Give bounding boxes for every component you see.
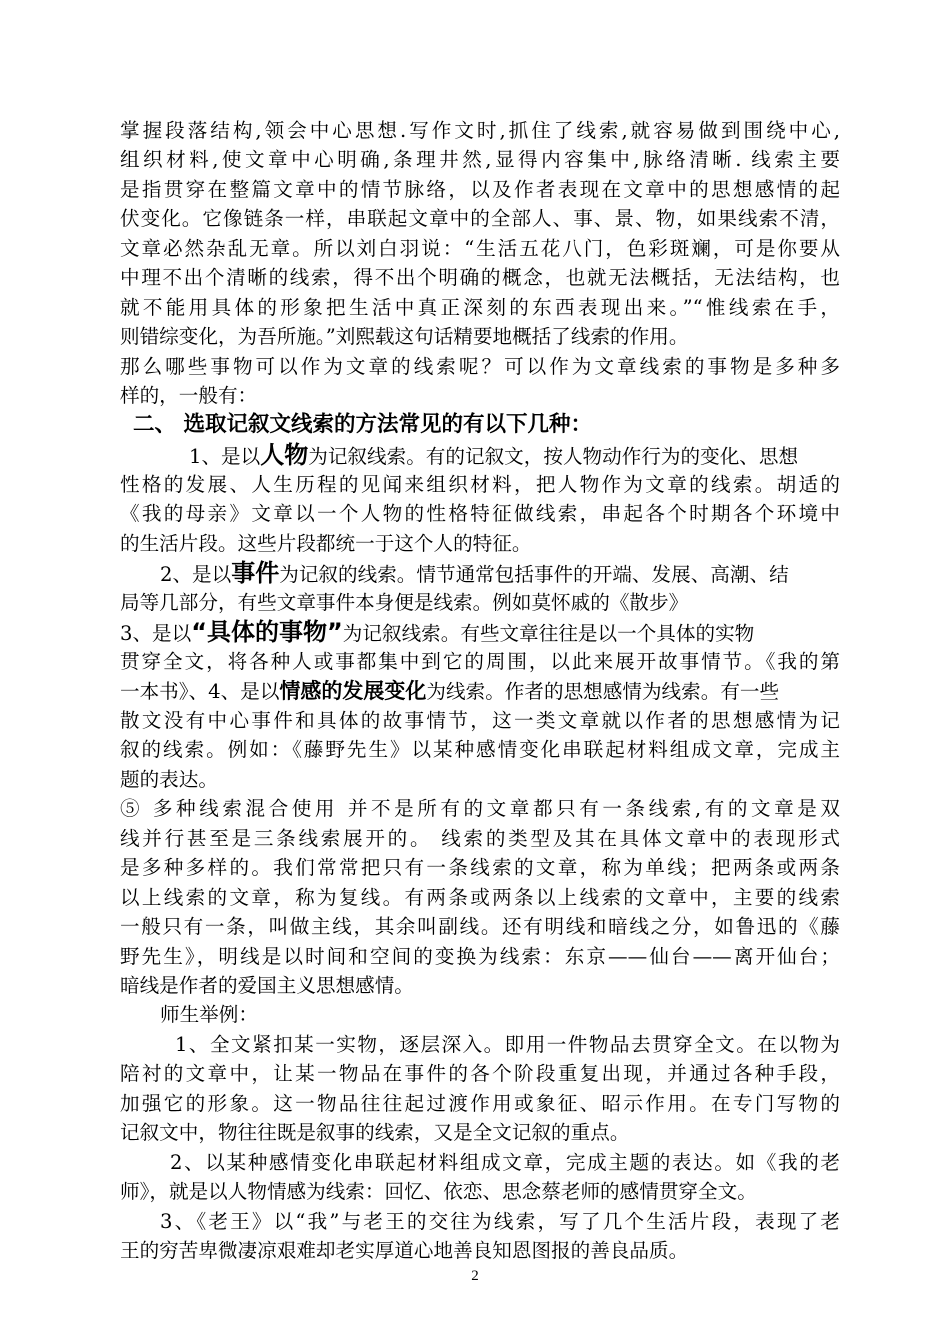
text-line: 师》，就是以人物情感为线索：回忆、依恋、思念蔡老师的感情贯穿全文。 bbox=[120, 1180, 757, 1203]
paragraph-person-line bbox=[189, 440, 840, 470]
text-line: 线并行甚至是三条线索展开的。 线索的类型及其在具体文章中的表现形式 bbox=[120, 827, 840, 850]
examples-label: 师生举例： bbox=[160, 1003, 258, 1026]
text-line: 伏变化。它像链条一样，串联起文章中的全部人、事、景、物，如果线索不清， bbox=[120, 207, 840, 230]
text-span: 为线索。作者的思想感情为线索。有一些 bbox=[426, 680, 780, 703]
text-line: 就不能用具体的形象把生活中真正深刻的东西表现出来。”“惟线索在手， bbox=[120, 296, 840, 319]
text-line: ⑤ 多种线索混合使用 并不是所有的文章都只有一条线索,有的文章是双 bbox=[120, 797, 840, 820]
text-line: 一般只有一条，叫做主线，其余叫副线。还有明线和暗线之分，如鲁迅的《藤 bbox=[120, 915, 840, 938]
text-line: 局等几部分，有些文章事件本身便是线索。例如莫怀戚的《散步》 bbox=[120, 591, 689, 614]
keyword-person: 人物 bbox=[260, 441, 309, 469]
text-line: 野先生》，明线是以时间和空间的变换为线索：东京——仙台——离开仙台； bbox=[120, 945, 840, 968]
text-line: 的生活片段。这些片段都统一于这个人的特征。 bbox=[120, 532, 532, 555]
paragraph-emotion-line bbox=[120, 676, 840, 706]
text-line: 散文没有中心事件和具体的故事情节，这一类文章就以作者的思想感情为记 bbox=[120, 709, 840, 732]
keyword-emotion: 情感的发展变化 bbox=[279, 679, 427, 703]
text-line: 陪衬的文章中，让某一物品在事件的各个阶段重复出现，并通过各种手段， bbox=[120, 1062, 840, 1085]
text-line: 叙的线索。例如：《藤野先生》以某种感情变化串联起材料组成文章，完成主 bbox=[120, 738, 840, 761]
text-line: 则错综变化，为吾所施。”刘熙载这句话精要地概括了线索的作用。 bbox=[120, 325, 689, 348]
page-number: 2 bbox=[471, 1268, 479, 1284]
text-span: 为记叙线索。有些文章往往是以一个具体的实物 bbox=[342, 622, 755, 645]
text-line: 是指贯穿在整篇文章中的情节脉络，以及作者表现在文章中的思想感情的起 bbox=[120, 178, 840, 201]
text-line: 2、以某种感情变化串联起材料组成文章，完成主题的表达。如《我的老 bbox=[170, 1151, 840, 1174]
keyword-event: 事件 bbox=[231, 559, 280, 587]
text-line: 那么哪些事物可以作为文章的线索呢？可以作为文章线索的事物是多种多 bbox=[120, 355, 840, 378]
text-line: 3、《老王》以“我”与老王的交往为线索，写了几个生活片段，表现了老 bbox=[160, 1210, 840, 1233]
text-line: 加强它的形象。这一物品往往起过渡作用或象征、昭示作用。在专门写物的 bbox=[120, 1092, 840, 1115]
text-line: 暗线是作者的爱国主义思想感情。 bbox=[120, 974, 414, 997]
text-line: 是多种多样的。我们常常把只有一条线索的文章，称为单线；把两条或两条 bbox=[120, 856, 840, 879]
paragraph-object-line bbox=[120, 617, 840, 647]
text-span: 2、是以 bbox=[160, 563, 232, 586]
text-line: 掌握段落结构,领会中心思想.写作文时,抓住了线索,就容易做到围绕中心, bbox=[120, 119, 840, 142]
text-line: 以上线索的文章，称为复线。有两条或两条以上线索的文章中，主要的线索 bbox=[120, 886, 840, 909]
text-line: 性格的发展、人生历程的见闻来组织材料，把人物作为文章的线索。胡适的 bbox=[120, 473, 840, 496]
text-line: 记叙文中，物往往既是叙事的线索，又是全文记叙的重点。 bbox=[120, 1121, 630, 1144]
text-line: 《我的母亲》文章以一个人物的性格特征做线索，串起各个时期各个环境中 bbox=[120, 502, 840, 525]
text-span: 为记叙线索。有的记叙文，按人物动作行为的变化、思想 bbox=[308, 445, 799, 468]
text-line: 王的穷苦卑微凄凉艰难却老实厚道心地善良知恩图报的善良品质。 bbox=[120, 1239, 689, 1262]
text-span: 1、是以 bbox=[189, 445, 261, 468]
text-line: 组织材料,使文章中心明确,条理井然,显得内容集中,脉络清晰. 线索主要 bbox=[120, 148, 840, 171]
text-line: 中理不出个清晰的线索，得不出个明确的概念，也就无法概括，无法结构，也 bbox=[120, 266, 840, 289]
text-line: 题的表达。 bbox=[120, 768, 218, 791]
text-line: 样的，一般有： bbox=[120, 384, 258, 407]
text-line: 文章必然杂乱无章。所以刘白羽说：“生活五花八门，色彩斑斓，可是你要从 bbox=[120, 237, 840, 260]
text-span: 3、是以 bbox=[120, 622, 192, 645]
text-line: 贯穿全文，将各种人或事都集中到它的周围，以此来展开故事情节。《我的第 bbox=[120, 650, 840, 673]
text-span: 为记叙的线索。情节通常包括事件的开端、发展、高潮、结 bbox=[279, 563, 789, 586]
text-span: 一本书》、4、是以 bbox=[120, 680, 280, 703]
section-heading: 二、 选取记叙文线索的方法常见的有以下几种： bbox=[133, 412, 592, 437]
text-line: 1、全文紧扣某一实物，逐层深入。即用一件物品去贯穿全文。在以物为 bbox=[175, 1033, 840, 1056]
paragraph-event-line bbox=[160, 558, 840, 588]
keyword-object: “具体的事物” bbox=[191, 618, 343, 646]
